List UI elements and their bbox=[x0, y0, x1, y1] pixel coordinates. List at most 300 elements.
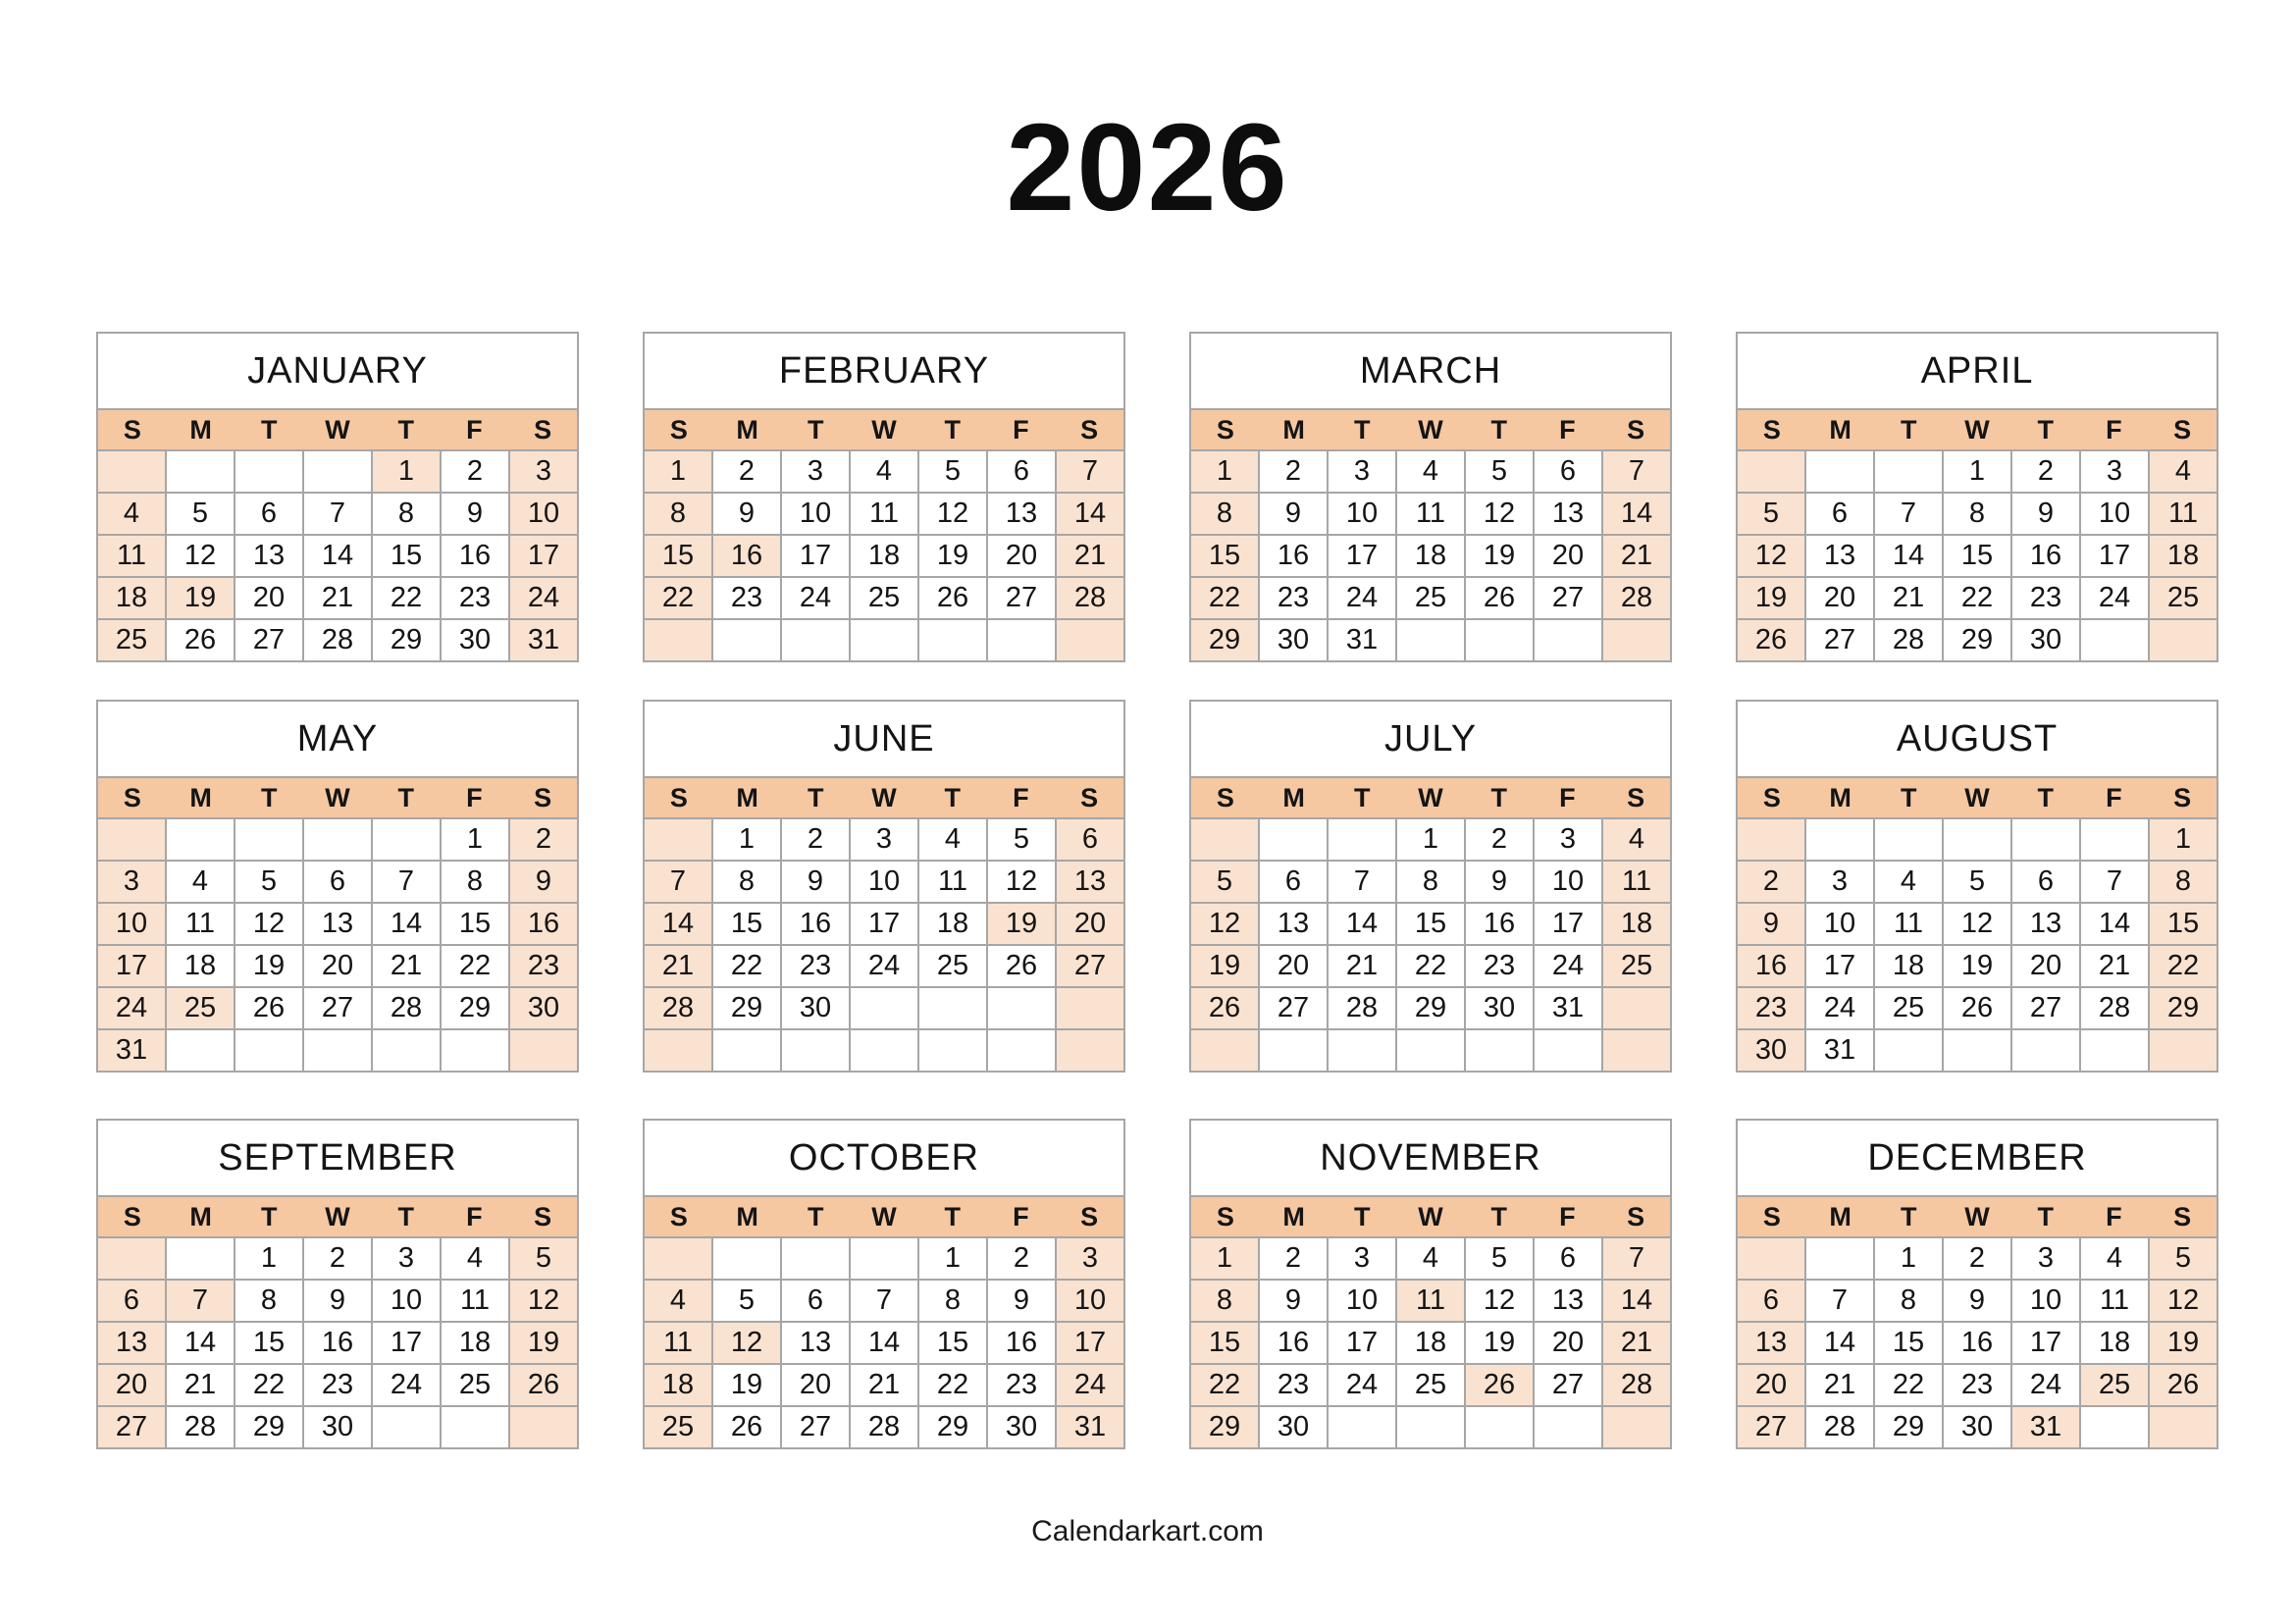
day-cell: 1 bbox=[2150, 819, 2217, 860]
weekday-label: S bbox=[1216, 1201, 1234, 1231]
day-cell: 1 bbox=[1875, 1238, 1942, 1279]
day-cell: 13 bbox=[304, 904, 371, 944]
day-cell: 7 bbox=[1875, 494, 1942, 534]
days-grid bbox=[1738, 1238, 2217, 1447]
day-cell-empty bbox=[442, 1407, 508, 1447]
day-cell: 6 bbox=[2012, 862, 2079, 902]
day-cell-empty bbox=[1806, 1238, 1873, 1279]
day-cell: 3 bbox=[851, 819, 917, 860]
day-cell: 9 bbox=[1260, 1281, 1327, 1321]
day-cell-empty bbox=[2012, 819, 2079, 860]
day-cell: 3 bbox=[1535, 819, 1601, 860]
day-cell: 15 bbox=[1191, 536, 1258, 576]
weekday-label: S bbox=[1216, 414, 1234, 445]
day-cell-empty bbox=[1329, 1407, 1395, 1447]
weekday-label: T bbox=[397, 782, 414, 812]
day-cell: 8 bbox=[373, 494, 440, 534]
day-cell: 22 bbox=[645, 578, 711, 618]
day-cell: 5 bbox=[1738, 494, 1804, 534]
day-cell: 11 bbox=[1397, 1281, 1464, 1321]
day-cell-empty bbox=[510, 1030, 577, 1071]
month-title: OCTOBER bbox=[645, 1121, 1123, 1197]
day-cell: 30 bbox=[1260, 620, 1327, 660]
day-cell: 19 bbox=[1738, 578, 1804, 618]
day-cell: 2 bbox=[510, 819, 577, 860]
day-cell: 25 bbox=[851, 578, 917, 618]
day-cell-empty bbox=[2081, 620, 2148, 660]
day-cell: 24 bbox=[1806, 988, 1873, 1028]
day-cell: 4 bbox=[645, 1281, 711, 1321]
day-cell: 9 bbox=[304, 1281, 371, 1321]
day-cell: 1 bbox=[713, 819, 780, 860]
day-cell: 5 bbox=[510, 1238, 577, 1279]
weekday-label: F bbox=[2106, 414, 2122, 445]
day-cell: 1 bbox=[373, 451, 440, 492]
day-cell: 6 bbox=[1738, 1281, 1804, 1321]
day-cell-empty bbox=[1191, 1030, 1258, 1071]
day-cell: 27 bbox=[235, 620, 302, 660]
day-cell: 26 bbox=[510, 1365, 577, 1405]
day-cell: 30 bbox=[1944, 1407, 2010, 1447]
month-september bbox=[96, 1119, 579, 1449]
weekday-label: F bbox=[1559, 782, 1576, 812]
day-cell: 14 bbox=[1875, 536, 1942, 576]
day-cell: 14 bbox=[2081, 904, 2148, 944]
weekday-label: T bbox=[261, 782, 278, 812]
day-cell: 8 bbox=[1944, 494, 2010, 534]
day-cell: 22 bbox=[235, 1365, 302, 1405]
day-cell: 19 bbox=[1466, 1323, 1533, 1363]
weekday-header-row bbox=[1191, 778, 1670, 819]
weekday-label: T bbox=[1490, 1201, 1507, 1231]
day-cell: 23 bbox=[304, 1365, 371, 1405]
day-cell: 2 bbox=[1466, 819, 1533, 860]
day-cell: 4 bbox=[2081, 1238, 2148, 1279]
day-cell: 3 bbox=[510, 451, 577, 492]
weekday-label: M bbox=[1829, 1201, 1852, 1231]
weekday-label: T bbox=[2037, 414, 2054, 445]
day-cell-empty bbox=[1329, 819, 1395, 860]
day-cell: 4 bbox=[442, 1238, 508, 1279]
day-cell-empty bbox=[304, 1030, 371, 1071]
day-cell-empty bbox=[1875, 451, 1942, 492]
day-cell: 10 bbox=[510, 494, 577, 534]
day-cell: 29 bbox=[442, 988, 508, 1028]
day-cell: 24 bbox=[782, 578, 849, 618]
weekday-label: S bbox=[1216, 782, 1234, 812]
day-cell: 2 bbox=[988, 1238, 1055, 1279]
day-cell: 9 bbox=[1944, 1281, 2010, 1321]
day-cell: 25 bbox=[167, 988, 234, 1028]
day-cell: 4 bbox=[851, 451, 917, 492]
day-cell: 21 bbox=[2081, 946, 2148, 986]
weekday-label: S bbox=[2173, 1201, 2192, 1231]
day-cell-empty bbox=[373, 819, 440, 860]
month-title: JANUARY bbox=[98, 334, 577, 410]
weekday-label: F bbox=[1013, 414, 1029, 445]
day-cell: 18 bbox=[1875, 946, 1942, 986]
day-cell: 23 bbox=[1944, 1365, 2010, 1405]
day-cell-empty bbox=[1535, 1030, 1601, 1071]
day-cell: 16 bbox=[1466, 904, 1533, 944]
day-cell: 8 bbox=[1191, 494, 1258, 534]
day-cell: 16 bbox=[510, 904, 577, 944]
day-cell: 12 bbox=[713, 1323, 780, 1363]
day-cell: 18 bbox=[1397, 1323, 1464, 1363]
day-cell: 13 bbox=[1260, 904, 1327, 944]
month-august bbox=[1736, 700, 2218, 1073]
day-cell: 21 bbox=[167, 1365, 234, 1405]
day-cell: 4 bbox=[98, 494, 165, 534]
day-cell: 24 bbox=[510, 578, 577, 618]
weekday-label: W bbox=[1418, 782, 1443, 812]
weekday-label: S bbox=[669, 414, 688, 445]
day-cell: 5 bbox=[1466, 451, 1533, 492]
day-cell: 23 bbox=[713, 578, 780, 618]
day-cell: 11 bbox=[919, 862, 986, 902]
day-cell: 3 bbox=[782, 451, 849, 492]
day-cell-empty bbox=[1535, 1407, 1601, 1447]
day-cell: 10 bbox=[373, 1281, 440, 1321]
day-cell: 10 bbox=[98, 904, 165, 944]
day-cell: 22 bbox=[2150, 946, 2217, 986]
weekday-label: T bbox=[808, 782, 824, 812]
day-cell-empty bbox=[167, 1030, 234, 1071]
day-cell: 27 bbox=[1535, 1365, 1601, 1405]
day-cell-empty bbox=[235, 451, 302, 492]
day-cell: 14 bbox=[304, 536, 371, 576]
day-cell-empty bbox=[304, 819, 371, 860]
day-cell-empty bbox=[1875, 819, 1942, 860]
weekday-label: S bbox=[1627, 414, 1645, 445]
day-cell: 22 bbox=[442, 946, 508, 986]
day-cell: 6 bbox=[988, 451, 1055, 492]
day-cell-empty bbox=[1875, 1030, 1942, 1071]
day-cell-empty bbox=[1603, 988, 1670, 1028]
day-cell-empty bbox=[988, 1030, 1055, 1071]
month-title: FEBRUARY bbox=[645, 334, 1123, 410]
day-cell: 28 bbox=[304, 620, 371, 660]
day-cell: 18 bbox=[2081, 1323, 2148, 1363]
day-cell: 9 bbox=[713, 494, 780, 534]
day-cell: 2 bbox=[713, 451, 780, 492]
day-cell-empty bbox=[713, 620, 780, 660]
day-cell: 15 bbox=[1191, 1323, 1258, 1363]
weekday-label: T bbox=[1901, 782, 1917, 812]
month-title: MARCH bbox=[1191, 334, 1670, 410]
day-cell-empty bbox=[919, 1030, 986, 1071]
weekday-label: T bbox=[2037, 782, 2054, 812]
weekday-label: S bbox=[669, 782, 688, 812]
day-cell: 20 bbox=[1260, 946, 1327, 986]
weekday-label: F bbox=[466, 1201, 483, 1231]
day-cell: 7 bbox=[167, 1281, 234, 1321]
day-cell: 10 bbox=[1806, 904, 1873, 944]
day-cell: 3 bbox=[98, 862, 165, 902]
day-cell: 9 bbox=[1738, 904, 1804, 944]
day-cell: 21 bbox=[1329, 946, 1395, 986]
day-cell-empty bbox=[1260, 819, 1327, 860]
day-cell: 26 bbox=[235, 988, 302, 1028]
day-cell: 12 bbox=[510, 1281, 577, 1321]
day-cell: 5 bbox=[713, 1281, 780, 1321]
weekday-label: M bbox=[189, 1201, 212, 1231]
day-cell: 15 bbox=[919, 1323, 986, 1363]
day-cell: 18 bbox=[98, 578, 165, 618]
day-cell: 7 bbox=[1806, 1281, 1873, 1321]
day-cell: 11 bbox=[98, 536, 165, 576]
day-cell-empty bbox=[1191, 819, 1258, 860]
day-cell: 18 bbox=[919, 904, 986, 944]
day-cell: 21 bbox=[851, 1365, 917, 1405]
day-cell: 24 bbox=[1329, 578, 1395, 618]
months-row-3 bbox=[96, 1119, 2218, 1449]
day-cell: 31 bbox=[98, 1030, 165, 1071]
day-cell: 18 bbox=[645, 1365, 711, 1405]
day-cell: 5 bbox=[2150, 1238, 2217, 1279]
day-cell: 18 bbox=[2150, 536, 2217, 576]
day-cell: 11 bbox=[167, 904, 234, 944]
day-cell: 10 bbox=[782, 494, 849, 534]
day-cell: 22 bbox=[919, 1365, 986, 1405]
weekday-label: W bbox=[871, 1201, 897, 1231]
day-cell-empty bbox=[98, 451, 165, 492]
day-cell: 20 bbox=[1738, 1365, 1804, 1405]
days-grid bbox=[98, 1238, 577, 1447]
day-cell: 17 bbox=[373, 1323, 440, 1363]
day-cell: 9 bbox=[1466, 862, 1533, 902]
day-cell: 3 bbox=[2012, 1238, 2079, 1279]
day-cell: 16 bbox=[1944, 1323, 2010, 1363]
day-cell: 23 bbox=[1260, 578, 1327, 618]
weekday-label: S bbox=[123, 782, 141, 812]
days-grid bbox=[1738, 819, 2217, 1071]
day-cell-empty bbox=[1260, 1030, 1327, 1071]
day-cell: 20 bbox=[1535, 1323, 1601, 1363]
weekday-label: F bbox=[466, 414, 483, 445]
day-cell: 7 bbox=[1057, 451, 1123, 492]
day-cell: 26 bbox=[1466, 578, 1533, 618]
weekday-label: W bbox=[325, 1201, 350, 1231]
day-cell: 6 bbox=[1535, 451, 1601, 492]
day-cell-empty bbox=[713, 1238, 780, 1279]
day-cell: 29 bbox=[235, 1407, 302, 1447]
day-cell: 26 bbox=[167, 620, 234, 660]
day-cell: 8 bbox=[713, 862, 780, 902]
month-title: APRIL bbox=[1738, 334, 2217, 410]
day-cell: 14 bbox=[373, 904, 440, 944]
day-cell: 27 bbox=[1738, 1407, 1804, 1447]
month-title: NOVEMBER bbox=[1191, 1121, 1670, 1197]
day-cell: 16 bbox=[304, 1323, 371, 1363]
day-cell: 18 bbox=[442, 1323, 508, 1363]
day-cell: 20 bbox=[304, 946, 371, 986]
day-cell: 26 bbox=[1738, 620, 1804, 660]
day-cell: 25 bbox=[1397, 578, 1464, 618]
day-cell: 20 bbox=[1535, 536, 1601, 576]
day-cell-empty bbox=[1944, 1030, 2010, 1071]
day-cell: 2 bbox=[1944, 1238, 2010, 1279]
day-cell: 8 bbox=[442, 862, 508, 902]
day-cell: 9 bbox=[510, 862, 577, 902]
weekday-label: S bbox=[1627, 1201, 1645, 1231]
day-cell: 21 bbox=[304, 578, 371, 618]
days-grid bbox=[1738, 451, 2217, 660]
day-cell-empty bbox=[1466, 620, 1533, 660]
day-cell-empty bbox=[1603, 1407, 1670, 1447]
day-cell-empty bbox=[1057, 988, 1123, 1028]
day-cell: 10 bbox=[1329, 1281, 1395, 1321]
day-cell: 18 bbox=[1397, 536, 1464, 576]
day-cell-empty bbox=[98, 819, 165, 860]
day-cell: 13 bbox=[1806, 536, 1873, 576]
weekday-header-row bbox=[98, 1197, 577, 1238]
day-cell-empty bbox=[782, 1238, 849, 1279]
weekday-label: M bbox=[736, 1201, 758, 1231]
day-cell: 27 bbox=[1806, 620, 1873, 660]
day-cell: 3 bbox=[2081, 451, 2148, 492]
day-cell: 21 bbox=[1057, 536, 1123, 576]
month-title: JULY bbox=[1191, 702, 1670, 778]
day-cell: 28 bbox=[1806, 1407, 1873, 1447]
weekday-label: M bbox=[1829, 414, 1852, 445]
day-cell: 19 bbox=[713, 1365, 780, 1405]
day-cell: 13 bbox=[235, 536, 302, 576]
day-cell: 8 bbox=[1191, 1281, 1258, 1321]
month-november bbox=[1189, 1119, 1672, 1449]
day-cell: 13 bbox=[98, 1323, 165, 1363]
day-cell: 12 bbox=[1738, 536, 1804, 576]
month-february bbox=[643, 332, 1125, 662]
day-cell: 27 bbox=[1260, 988, 1327, 1028]
day-cell: 6 bbox=[235, 494, 302, 534]
day-cell: 28 bbox=[167, 1407, 234, 1447]
day-cell: 20 bbox=[782, 1365, 849, 1405]
day-cell: 10 bbox=[851, 862, 917, 902]
day-cell: 6 bbox=[98, 1281, 165, 1321]
day-cell: 1 bbox=[1191, 1238, 1258, 1279]
day-cell: 23 bbox=[510, 946, 577, 986]
day-cell: 11 bbox=[645, 1323, 711, 1363]
day-cell: 1 bbox=[442, 819, 508, 860]
day-cell-empty bbox=[851, 620, 917, 660]
day-cell-empty bbox=[851, 1238, 917, 1279]
weekday-label: T bbox=[2037, 1201, 2054, 1231]
day-cell: 7 bbox=[1603, 1238, 1670, 1279]
day-cell: 29 bbox=[1397, 988, 1464, 1028]
day-cell: 26 bbox=[1191, 988, 1258, 1028]
days-grid bbox=[645, 451, 1123, 660]
weekday-label: T bbox=[1354, 414, 1371, 445]
weekday-label: M bbox=[189, 414, 212, 445]
day-cell: 28 bbox=[1603, 578, 1670, 618]
day-cell: 9 bbox=[1260, 494, 1327, 534]
day-cell-empty bbox=[988, 620, 1055, 660]
weekday-label: T bbox=[944, 1201, 961, 1231]
day-cell-empty bbox=[2150, 1030, 2217, 1071]
day-cell: 2 bbox=[782, 819, 849, 860]
month-january bbox=[96, 332, 579, 662]
day-cell-empty bbox=[98, 1238, 165, 1279]
weekday-label: T bbox=[1354, 1201, 1371, 1231]
day-cell: 29 bbox=[2150, 988, 2217, 1028]
month-june bbox=[643, 700, 1125, 1073]
day-cell: 7 bbox=[2081, 862, 2148, 902]
day-cell: 24 bbox=[373, 1365, 440, 1405]
day-cell: 23 bbox=[442, 578, 508, 618]
days-grid bbox=[1191, 819, 1670, 1071]
weekday-header-row bbox=[1738, 1197, 2217, 1238]
day-cell: 6 bbox=[1806, 494, 1873, 534]
day-cell: 24 bbox=[1329, 1365, 1395, 1405]
weekday-label: S bbox=[1627, 782, 1645, 812]
weekday-label: T bbox=[261, 414, 278, 445]
day-cell: 25 bbox=[442, 1365, 508, 1405]
day-cell: 10 bbox=[1057, 1281, 1123, 1321]
day-cell: 5 bbox=[988, 819, 1055, 860]
day-cell: 21 bbox=[1875, 578, 1942, 618]
day-cell: 27 bbox=[782, 1407, 849, 1447]
weekday-header-row bbox=[1191, 1197, 1670, 1238]
day-cell: 16 bbox=[1738, 946, 1804, 986]
days-grid bbox=[645, 819, 1123, 1071]
weekday-label: T bbox=[1490, 414, 1507, 445]
weekday-label: S bbox=[2173, 414, 2192, 445]
weekday-label: M bbox=[736, 782, 758, 812]
weekday-label: M bbox=[1282, 414, 1305, 445]
day-cell: 31 bbox=[1535, 988, 1601, 1028]
day-cell: 27 bbox=[1057, 946, 1123, 986]
month-april bbox=[1736, 332, 2218, 662]
day-cell: 10 bbox=[2081, 494, 2148, 534]
day-cell: 17 bbox=[1329, 1323, 1395, 1363]
day-cell: 11 bbox=[1603, 862, 1670, 902]
day-cell-empty bbox=[1944, 819, 2010, 860]
day-cell: 30 bbox=[442, 620, 508, 660]
weekday-label: T bbox=[1490, 782, 1507, 812]
day-cell: 9 bbox=[988, 1281, 1055, 1321]
day-cell: 24 bbox=[98, 988, 165, 1028]
weekday-label: S bbox=[1762, 414, 1781, 445]
day-cell-empty bbox=[645, 1030, 711, 1071]
day-cell: 2 bbox=[304, 1238, 371, 1279]
day-cell: 10 bbox=[1329, 494, 1395, 534]
day-cell: 17 bbox=[1535, 904, 1601, 944]
day-cell-empty bbox=[1603, 620, 1670, 660]
month-title: SEPTEMBER bbox=[98, 1121, 577, 1197]
day-cell: 19 bbox=[235, 946, 302, 986]
day-cell: 28 bbox=[1875, 620, 1942, 660]
weekday-label: S bbox=[1080, 414, 1099, 445]
day-cell: 13 bbox=[1057, 862, 1123, 902]
month-title: JUNE bbox=[645, 702, 1123, 778]
day-cell: 16 bbox=[442, 536, 508, 576]
day-cell-empty bbox=[851, 1030, 917, 1071]
day-cell: 9 bbox=[442, 494, 508, 534]
day-cell: 30 bbox=[1738, 1030, 1804, 1071]
weekday-label: M bbox=[1282, 782, 1305, 812]
day-cell: 3 bbox=[1329, 1238, 1395, 1279]
day-cell: 20 bbox=[235, 578, 302, 618]
day-cell: 17 bbox=[1329, 536, 1395, 576]
day-cell: 10 bbox=[2012, 1281, 2079, 1321]
day-cell: 4 bbox=[2150, 451, 2217, 492]
day-cell-empty bbox=[1057, 1030, 1123, 1071]
weekday-label: W bbox=[1418, 414, 1443, 445]
day-cell: 14 bbox=[1329, 904, 1395, 944]
day-cell: 7 bbox=[304, 494, 371, 534]
day-cell: 24 bbox=[851, 946, 917, 986]
